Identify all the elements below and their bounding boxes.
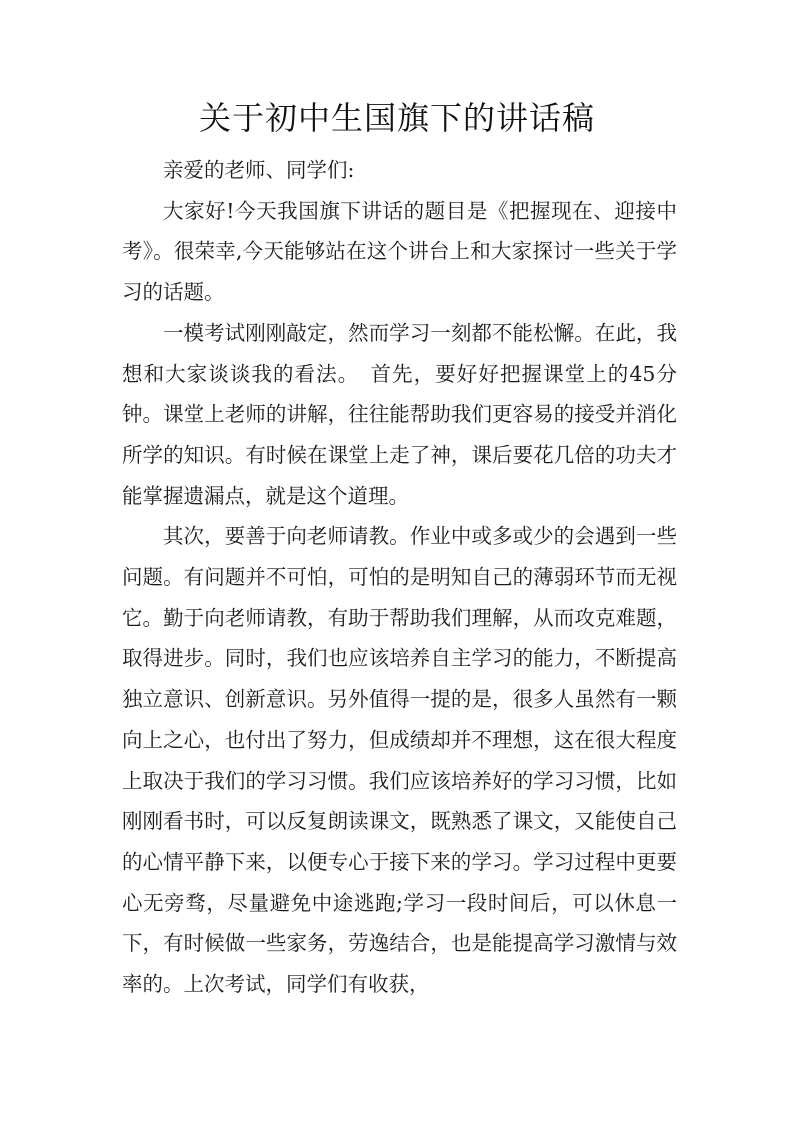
document-title: 关于初中生国旗下的讲话稿 — [198, 99, 595, 137]
paragraph-intro: 大家好!今天我国旗下讲话的题目是《把握现在、迎接中考》。很荣幸,今天能够站在这个讲台上和大家探讨一些关于学习的话题。 — [122, 198, 677, 305]
paragraph-first-point: 一模考试刚刚敲定，然而学习一刻都不能松懈。在此，我想和大家谈谈我的看法。 首先，要好好把握课堂上的45分钟。课堂上老师的讲解，往往能帮助我们更容易的接受并消化所学的知识。有时候在课堂上走了神，课后要花几倍的功夫才能掌握遗漏点，就是这个道理。 — [122, 320, 677, 508]
paragraph-greeting: 亲爱的老师、同学们: — [163, 158, 355, 182]
paragraph-second-point: 其次，要善于向老师请教。作业中或多或少的会遇到一些问题。有问题并不可怕，可怕的是明知自己的薄弱环节而无视它。勤于向老师请教，有助于帮助我们理解，从而攻克难题，取得进步。同时，我们也应该培养自主学习的能力，不断提高独立意识、创新意识。另外值得一提的是，很多人虽然有一颗向上之心，也付出了努力，但成绩却并不理想，这在很大程度上取决于我们的学习习惯。我们应该培养好的学习习惯，比如刚刚看书时，可以反复朗读课文，既熟悉了课文，又能使自己的心情平静下来，以便专心于接下来的学习。学习过程中更要心无旁骛，尽量避免中途逃跑;学习一段时间后，可以休息一下，有时候做一些家务，劳逸结合，也是能提高学习激情与效率的。上次考试，同学们有收获， — [122, 524, 677, 997]
document-body — [122, 150, 677, 1005]
